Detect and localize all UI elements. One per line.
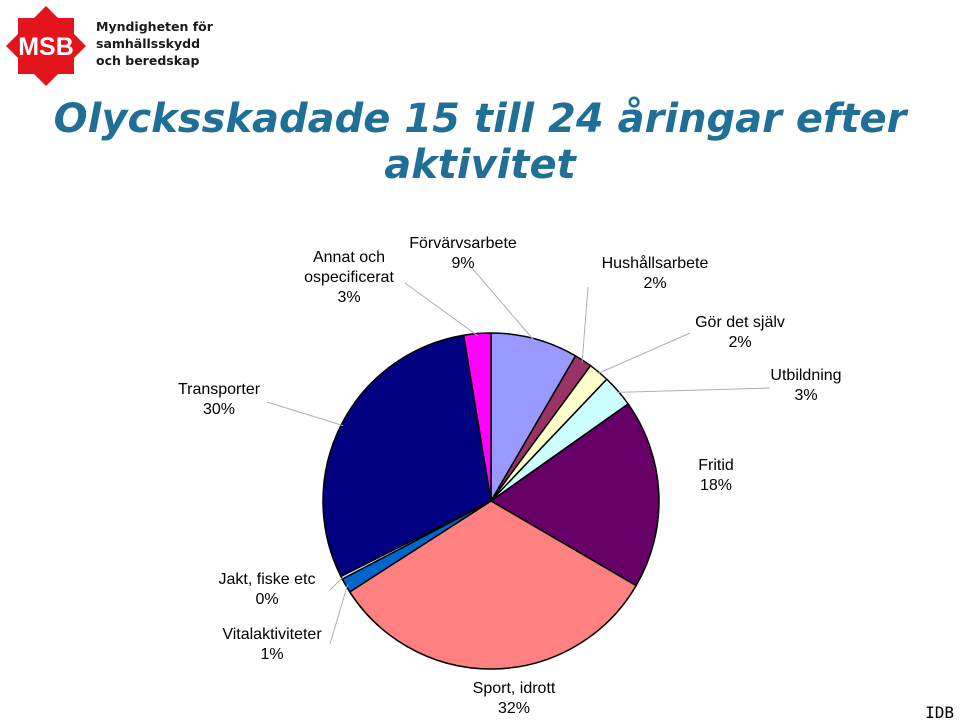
slice-label-förvärvsarbete: Förvärvsarbete	[409, 235, 517, 252]
slice-percent-vitalaktiviteter: 1%	[260, 646, 284, 663]
title-line: Olycksskadade 15 till 24 åringar efter	[53, 96, 907, 142]
slice-label-vitalaktiviteter: Vitalaktiviteter	[222, 626, 322, 643]
leader-line-utbildning	[617, 388, 770, 392]
leader-line-hushållsarbete	[582, 287, 588, 362]
slice-label-utbildning: Utbildning	[770, 367, 842, 384]
slice-label-annat-och-ospecificerat: Annat och	[312, 249, 386, 266]
slice-percent-sport-idrott: 32%	[497, 700, 531, 717]
org-line: och beredskap	[96, 53, 200, 68]
title-line: aktivitet	[384, 142, 576, 188]
org-line: Myndigheten för	[96, 19, 213, 34]
leader-line-förvärvsarbete	[472, 268, 534, 341]
slice-percent-utbildning: 3%	[794, 387, 818, 404]
leader-line-transporter	[267, 402, 343, 426]
slice-percent-förvärvsarbete: 9%	[451, 255, 475, 272]
msb-logo-text: MSB	[18, 33, 74, 61]
slice-label-hushållsarbete: Hushållsarbete	[601, 255, 709, 272]
slice-label-sport-idrott: Sport, idrott	[472, 680, 556, 697]
slice-label-gör-det-själv: Gör det själv	[695, 314, 785, 331]
slice-percent-annat-och-ospecificerat: 3%	[337, 289, 361, 306]
leader-line-annat-och-ospecificerat	[405, 283, 477, 336]
slice-label-fritid: Fritid	[698, 457, 734, 474]
slice-percent-fritid: 18%	[699, 477, 733, 494]
slice-percent-jakt-fiske-etc: 0%	[255, 591, 279, 608]
org-line: samhällsskydd	[96, 36, 201, 51]
footer-label: IDB	[925, 703, 954, 722]
leader-line-vitalaktiviteter	[330, 585, 348, 644]
slice-label-jakt-fiske-etc: Jakt, fiske etc	[218, 571, 316, 588]
leader-line-gör-det-själv	[598, 333, 690, 374]
slice-percent-gör-det-själv: 2%	[728, 334, 752, 351]
slice-percent-hushållsarbete: 2%	[643, 275, 667, 292]
leader-line-jakt-fiske-etc	[330, 577, 343, 590]
slice-percent-transporter: 30%	[202, 401, 236, 418]
slice-label-transporter: Transporter	[177, 381, 261, 398]
slice-label-annat-och-ospecificerat: ospecificerat	[304, 269, 394, 286]
